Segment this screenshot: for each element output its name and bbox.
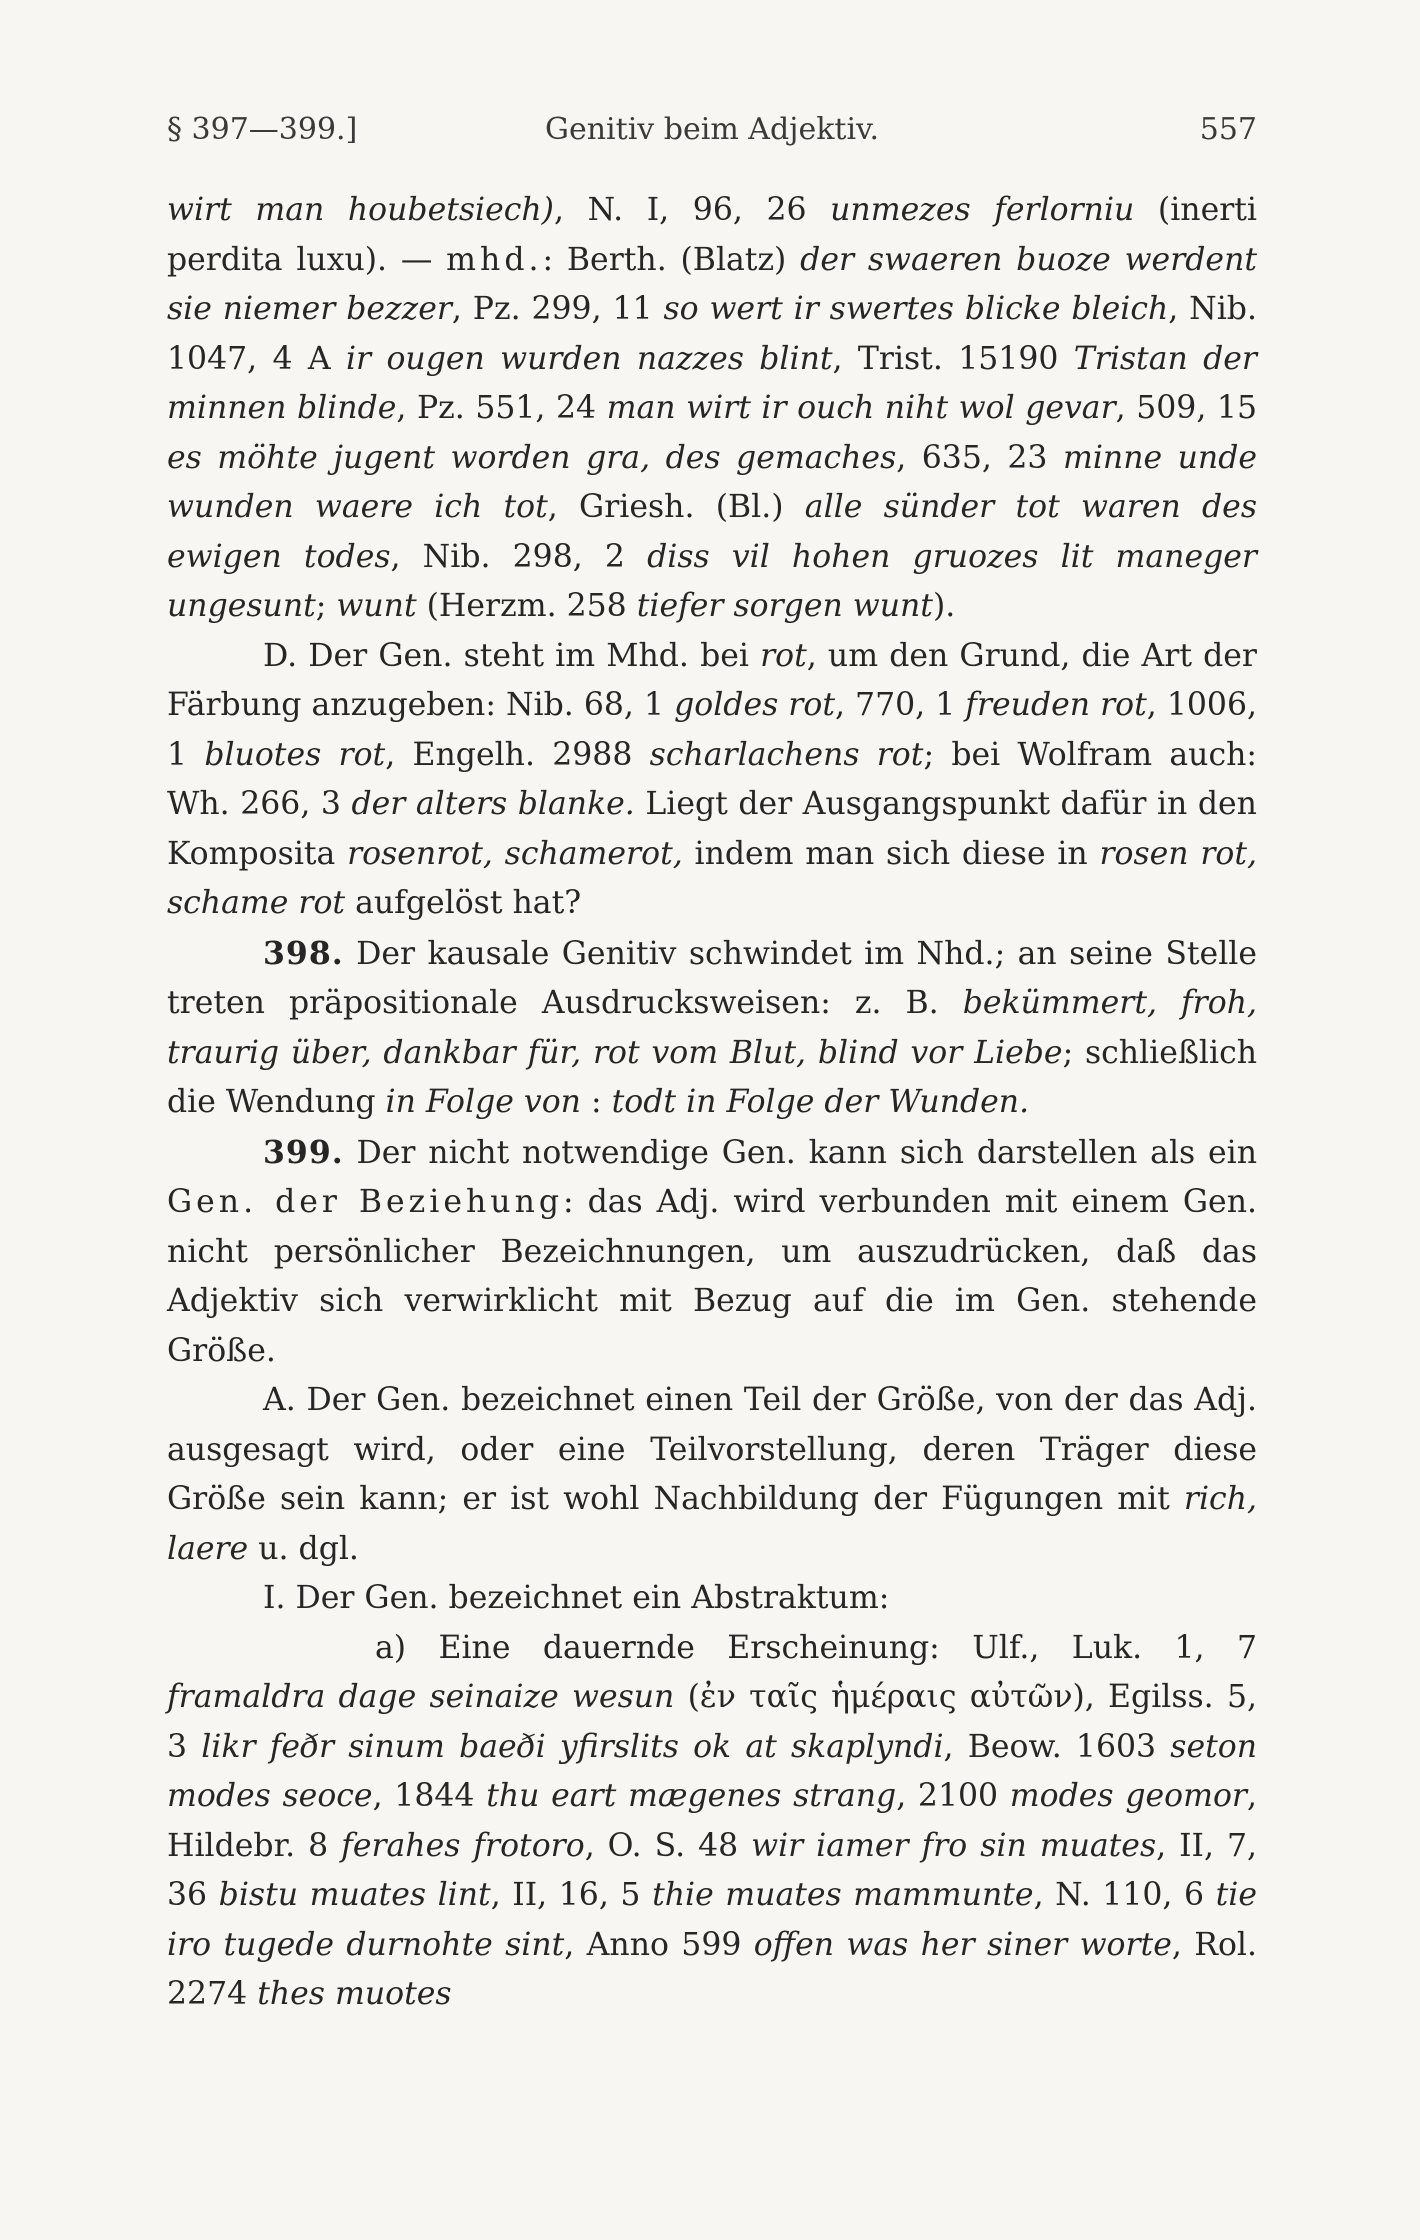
italic-run: diss vil hohen gruozes lit maneger ungesunt	[167, 538, 1257, 624]
italic-run: wunt	[336, 588, 417, 624]
text-run: , Pz. 299, 11	[451, 291, 664, 327]
italic-run: Tristan der minnen blinde	[167, 340, 1257, 426]
text-run: : Berth. (Blatz)	[542, 241, 801, 278]
italic-run: in Folge von	[385, 1084, 581, 1120]
text-run: ; bei Wolfram auch: Wh. 266, 3	[167, 736, 1257, 822]
italic-run: rosenrot, schamerot,	[347, 835, 683, 872]
text-run: ;	[315, 588, 337, 624]
text-run: , 635, 23	[896, 439, 1063, 476]
italic-run: man wirt ir ouch niht wol gevar	[606, 390, 1116, 426]
italic-run: modes geomor	[1009, 1778, 1247, 1814]
italic-run: thu eart mægenes strang	[486, 1778, 897, 1814]
italic-run: so wert ir swertes blicke bleich	[663, 291, 1169, 327]
text-run: , N. I, 96, 26	[553, 192, 831, 228]
paragraph-a-lower	[167, 1624, 1257, 2020]
italic-run: seton modes seoce	[167, 1728, 1257, 1814]
section-number: 399.	[263, 1133, 344, 1171]
italic-run: offen was her siner worte	[753, 1926, 1172, 1963]
text-run: I. Der Gen. bezeichnet ein Abstraktum:	[263, 1580, 890, 1616]
text-run: , Nib. 298, 2	[390, 538, 648, 575]
text-run: aufgelöst hat?	[345, 885, 582, 921]
italic-run: minne unde wunden waere ich tot	[167, 439, 1258, 525]
text-run: Liegt der Ausgangspunkt dafür in den Komposita	[167, 786, 1257, 872]
italic-run: wir iamer fro sin muates	[751, 1827, 1157, 1864]
text-run: , Beow. 1603	[943, 1728, 1171, 1765]
text-run: , um den Grund, die Art der Färbung anzugeben: Nib. 68, 1	[167, 637, 1257, 723]
italic-run: thes muotes	[257, 1976, 452, 2012]
text-run: u. dgl.	[248, 1530, 359, 1567]
page-number: 557	[1199, 112, 1257, 147]
paragraph-d	[167, 632, 1257, 929]
spaced-run: Gen. der Beziehung	[167, 1184, 564, 1220]
italic-run: framaldra dage seinaize wesun	[167, 1679, 675, 1715]
text-run: Der nicht notwendige Gen. kann sich darstellen als ein	[343, 1134, 1257, 1171]
text-run: , 509, 15	[1115, 390, 1257, 426]
italic-run: ir ougen wurden nazzes blint	[345, 340, 833, 377]
text-run: , 1844	[372, 1778, 487, 1814]
running-header	[167, 112, 1257, 152]
text-run: a) Eine dauernde Erscheinung: Ulf., Luk. 1, 7	[375, 1629, 1257, 1666]
italic-run: likr feðr sinum baeði yfirslits ok at skaplyndi	[201, 1728, 944, 1765]
italic-run: bekümmert, froh, traurig über, dankbar für, rot vom Blut, blind vor Liebe	[167, 985, 1258, 1071]
text-run: D. Der Gen. steht im Mhd. bei	[263, 637, 761, 674]
italic-run: alle sünder tot waren des ewigen todes	[167, 489, 1257, 575]
text-run: :	[580, 1084, 612, 1120]
text-run: (inerti perdita luxu). —	[167, 192, 1257, 278]
italic-run: freuden rot	[965, 687, 1147, 723]
italic-run: bistu muates lint	[218, 1877, 491, 1913]
page-body	[167, 186, 1257, 2020]
italic-run: bluotes rot	[204, 736, 386, 773]
italic-run: der alters blanke.	[351, 786, 635, 822]
paragraph-continuation	[167, 186, 1257, 632]
text-run: A. Der Gen. bezeichnet einen Teil der Größe, von der das Adj. ausgesagt wird, oder eine Teilvorstellung, deren Träger diese Größe sein kann; er ist wohl Nachbildung der Fügungen mit	[167, 1382, 1257, 1517]
paragraph-398	[167, 929, 1257, 1128]
text-run: , Rol. 2274	[167, 1926, 1258, 2012]
spaced-run: mhd.	[446, 241, 543, 278]
italic-run: tie iro tugede durnohte sint	[167, 1877, 1258, 1963]
text-run: , Griesh. (Bl.)	[547, 489, 805, 525]
section-range: § 397—399.]	[167, 112, 358, 147]
text-run: Der kausale Genitiv schwindet im Nhd.; an seine Stelle treten präpositionale Ausdrucksweisen: z. B.	[167, 935, 1257, 1021]
text-run: , Pz. 551, 24	[396, 390, 607, 426]
paragraph-a	[167, 1376, 1257, 1574]
text-run: , N. 110, 6	[1033, 1877, 1216, 1913]
text-run: , II, 7, 36	[167, 1827, 1258, 1913]
italic-run: ferahes frotoro	[341, 1827, 585, 1864]
italic-run: rich, laere	[167, 1481, 1257, 1567]
text-run: , 2100	[896, 1778, 1010, 1814]
text-run: ; schließlich die Wendung	[167, 1034, 1257, 1120]
text-run: ).	[932, 588, 956, 624]
italic-run: rosen rot, schame rot	[167, 835, 1258, 921]
italic-run: wirt man houbetsiech)	[167, 192, 554, 228]
text-run: , Nib. 1047, 4 A	[167, 291, 1257, 377]
text-run: : das Adj. wird verbunden mit einem Gen. nicht persönlicher Bezeichnungen, um auszudrücken, daß das Adjektiv sich verwirklicht mit Bezug auf die im Gen. stehende Größe.	[167, 1184, 1257, 1369]
text-run: indem man sich diese in	[682, 835, 1100, 872]
text-run: (Herzm. 258	[416, 588, 637, 624]
text-run: , Trist. 15190	[832, 340, 1074, 377]
italic-run: der swaeren buoze werdent sie niemer bezzer	[167, 241, 1258, 327]
text-run: , O. S. 48	[584, 1827, 752, 1864]
text-run: , Engelh. 2988	[385, 736, 650, 773]
chapter-title: Genitiv beim Adjektiv.	[545, 112, 879, 147]
italic-run: tiefer sorgen wunt	[636, 588, 933, 624]
italic-run: scharlachens rot	[649, 736, 924, 773]
text-run: (ἐν ταῖς ἡμέραις αὐτῶν), Egilss. 5, 3	[167, 1679, 1257, 1765]
italic-run: goldes rot	[674, 687, 835, 723]
text-run: , II, 16, 5	[490, 1877, 653, 1913]
text-run: , Anno 599	[564, 1926, 754, 1963]
italic-run: todt in Folge der Wunden.	[611, 1084, 1030, 1120]
italic-run: rot	[760, 637, 807, 674]
italic-run: unmezes ferlorniu	[830, 192, 1135, 228]
text-run: , 770, 1	[834, 687, 966, 723]
text-run: , 1006, 1	[167, 687, 1257, 773]
section-number: 398.	[263, 934, 344, 972]
paragraph-i	[167, 1574, 1257, 1624]
paragraph-399	[167, 1128, 1257, 1377]
italic-run: es möhte jugent worden gra, des gemaches	[167, 439, 897, 476]
italic-run: thie muates mammunte	[652, 1877, 1034, 1913]
text-run: , Hildebr. 8	[167, 1778, 1257, 1864]
